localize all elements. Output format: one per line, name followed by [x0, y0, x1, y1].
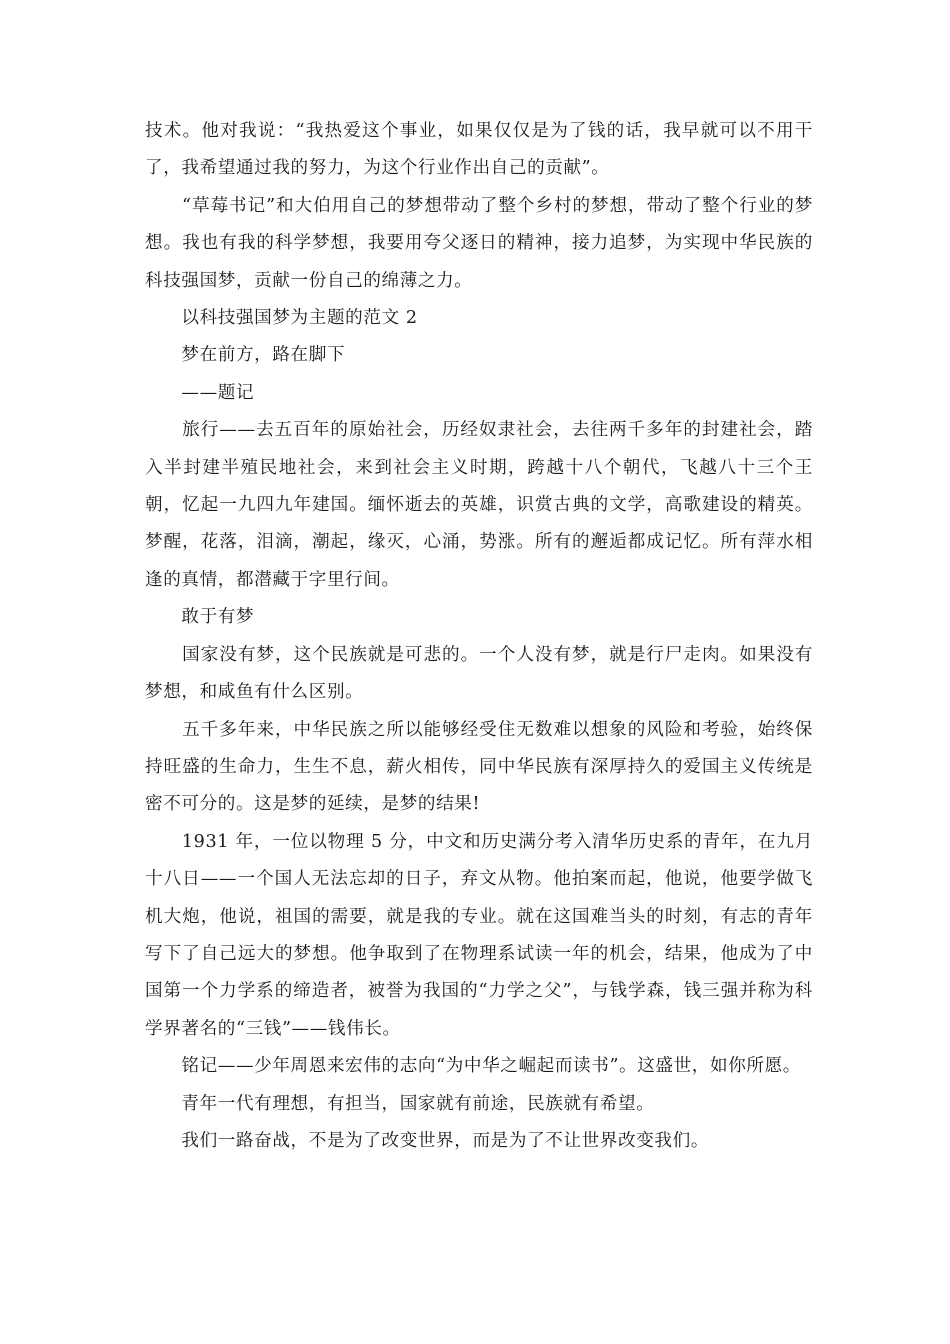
section-heading: 以科技强国梦为主题的范文 2 — [145, 308, 418, 329]
paragraph-nation-dream: 国家没有梦，这个民族就是可悲的。一个人没有梦，就是行尸走肉。如果没有梦想，和咸鱼有什么区别。 — [145, 644, 813, 703]
paragraph-youth: 青年一代有理想，有担当，国家就有前途，民族就有希望。 — [145, 1093, 655, 1114]
paragraph-travel: 旅行——去五百年的原始社会，历经奴隶社会，去往两千多年的封建社会，踏入半封建半殖民地社会，来到社会主义时期，跨越十八个朝代，飞越八十三个王朝，忆起一九四九年建国。缅怀逝去的英雄，识赏古典的文学，高歌建设的精英。梦醒，花落，泪滴，潮起，缘灭，心涌，势涨。所有的邂逅都成记忆。所有萍水相逢的真情，都潜藏于字里行间。 — [145, 420, 813, 590]
paragraph-closing: 我们一路奋战，不是为了改变世界，而是为了不让世界改变我们。 — [145, 1130, 710, 1151]
essay-title: 梦在前方，路在脚下 — [145, 345, 346, 366]
paragraph-continuation: 技术。他对我说：“我热爱这个事业，如果仅仅是为了钱的话，我早就可以不用干了，我希望通过我的努力，为这个行业作出自己的贡献”。 — [145, 121, 813, 179]
epigraph-note: ——题记 — [145, 382, 255, 403]
document-body — [145, 113, 813, 1160]
subheading-dare-to-dream: 敢于有梦 — [145, 607, 255, 628]
paragraph-strawberry-secretary: “草莓书记”和大伯用自己的梦想带动了整个乡村的梦想，带动了整个行业的梦想。我也有我的科学梦想，我要用夸父逐日的精神，接力追梦，为实现中华民族的科技强国梦，贡献一份自己的绵薄之力。 — [145, 195, 813, 291]
paragraph-qian-weichang: 1931 年，一位以物理 5 分，中文和历史满分考入清华历史系的青年，在九月十八日——一个国人无法忘却的日子，弃文从物。他拍案而起，他说，他要学做飞机大炮，他说，祖国的需要，就是我的专业。就在这国难当头的时刻，有志的青年写下了自己远大的梦想。他争取到了在物理系试读一年的机会，结果，他成为了中国第一个力学系的缔造者，被誉为我国的“力学之父”，与钱学森，钱三强并称为科学界著名的“三钱”——钱伟长。 — [145, 831, 813, 1039]
paragraph-zhou-enlai: 铭记——少年周恩来宏伟的志向“为中华之崛起而读书”。这盛世，如你所愿。 — [145, 1056, 801, 1077]
paragraph-five-thousand-years: 五千多年来，中华民族之所以能够经受住无数难以想象的风险和考验，始终保持旺盛的生命力，生生不息，薪火相传，同中华民族有深厚持久的爱国主义传统是密不可分的。这是梦的延续，是梦的结果! — [145, 719, 813, 815]
